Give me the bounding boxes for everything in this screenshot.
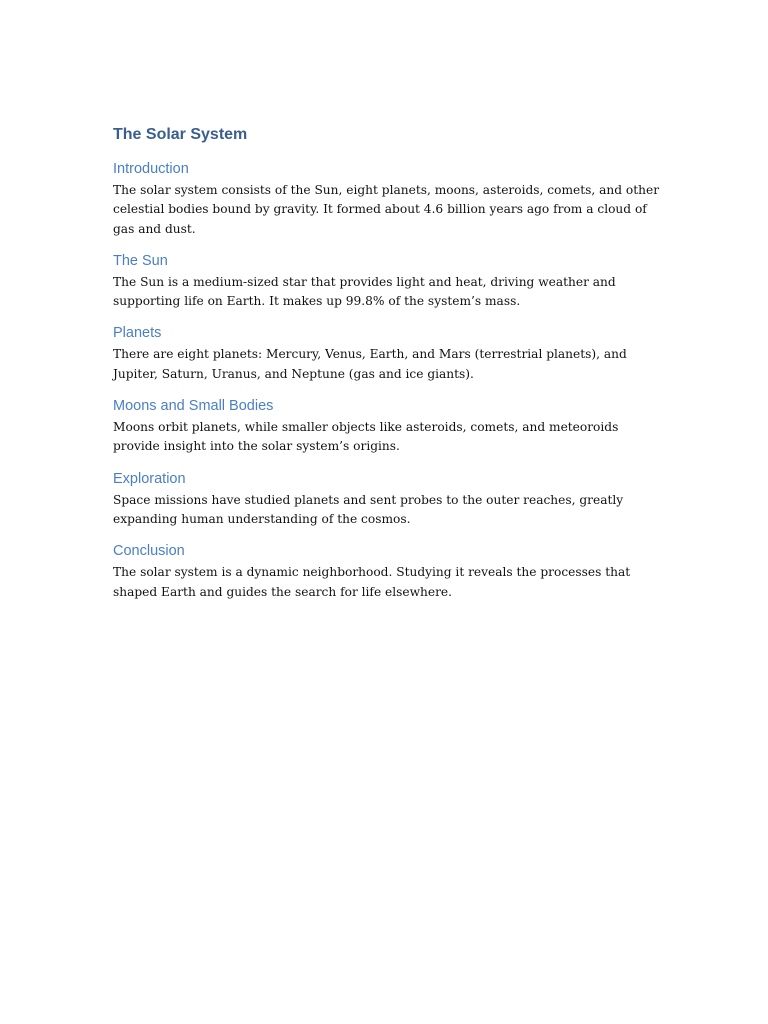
section-body: The solar system consists of the Sun, eight planets, moons, asteroids, comets, and other celestial bodies bound by gravity. It formed about 4.6 billion years ago from a cloud of gas and dust. [113,183,660,236]
section-body: Moons orbit planets, while smaller objects like asteroids, comets, and meteoroids provide insight into the solar system’s origins. [113,420,619,454]
section-heading: Exploration [113,470,186,487]
section-heading: Moons and Small Bodies [113,398,274,415]
document-title: The Solar System [113,126,248,143]
section-moons-and-small-bodies [113,396,661,457]
section-body: There are eight planets: Mercury, Venus, Earth, and Mars (terrestrial planets), and Jupiter, Saturn, Uranus, and Neptune (gas and ice giants). [113,347,627,381]
section-the-sun [113,251,661,312]
section-body: The Sun is a medium-sized star that provides light and heat, driving weather and supporting life on Earth. It makes up 99.8% of the system’s mass. [113,274,616,309]
section-body: Space missions have studied planets and sent probes to the outer reaches, greatly expanding human understanding of the cosmos. [113,492,624,526]
section-body: The solar system is a dynamic neighborhood. Studying it reveals the processes that shaped Earth and guides the search for life elsewhere. [113,565,631,599]
section-heading: Conclusion [113,543,185,560]
section-introduction [113,159,661,239]
section-heading: Planets [113,325,162,342]
section-heading: The Sun [113,252,168,269]
document-content [113,124,661,614]
section-exploration [113,469,661,530]
section-heading: Introduction [113,161,189,177]
section-conclusion [113,541,661,602]
section-planets [113,323,661,384]
